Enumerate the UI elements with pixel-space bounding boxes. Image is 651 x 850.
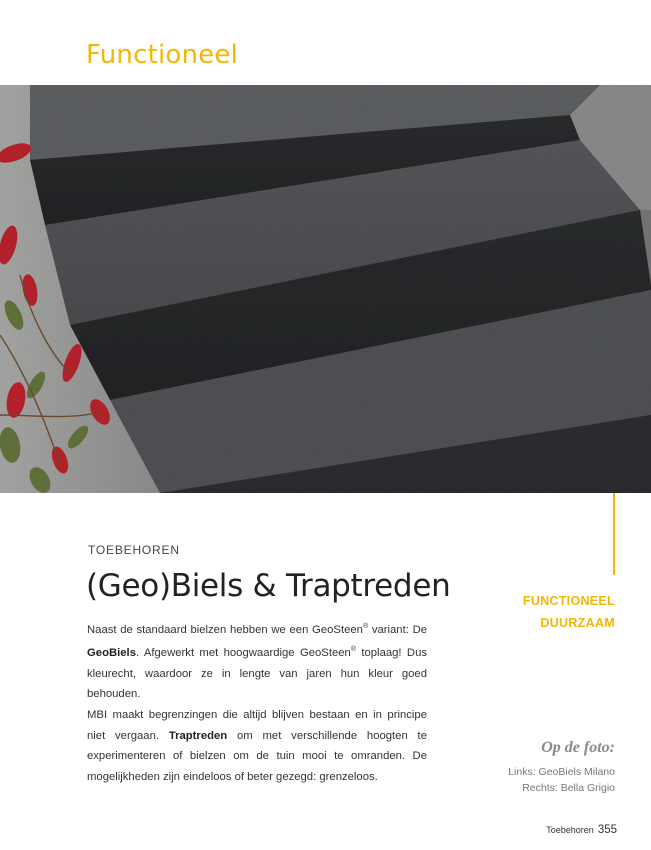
caption-title: Op de foto: bbox=[541, 739, 615, 756]
caption-line-right: Rechts: Bella Grigio bbox=[522, 781, 615, 794]
article-title: (Geo)Biels & Traptreden bbox=[86, 568, 451, 604]
section-title: Functioneel bbox=[86, 40, 239, 70]
article-body bbox=[87, 617, 427, 787]
p2-text-b: om met verschillende hoogten te experimenteren of bielzen om de tuin mooi te omranden. De mogelijkheden zijn eindeloos of beter gezegd: grenzeloos. bbox=[87, 729, 427, 783]
p1-text-d: toplaag! Dus kleurecht, waardoor ze in lengte van jaren hun kleur goed behouden. bbox=[87, 647, 427, 701]
p2-bold-traptreden: Traptreden bbox=[168, 729, 228, 742]
registered-mark: ® bbox=[350, 646, 356, 654]
accent-line bbox=[613, 493, 615, 575]
stairs-photo bbox=[0, 85, 651, 493]
paragraph-2 bbox=[87, 705, 427, 787]
paragraph-1 bbox=[87, 617, 427, 705]
footer-section: Toebehoren bbox=[546, 825, 594, 835]
photo-caption bbox=[508, 739, 615, 796]
article-kicker: TOEBEHOREN bbox=[88, 543, 180, 557]
caption-line-left: Links: GeoBiels Milano bbox=[508, 766, 615, 778]
p1-text-c: . Afgewerkt met hoogwaardige GeoSteen bbox=[135, 647, 351, 660]
registered-mark: ® bbox=[362, 623, 369, 630]
tag-duurzaam: DUURZAAM bbox=[540, 616, 615, 630]
page-number: 355 bbox=[597, 824, 617, 836]
feature-tags bbox=[523, 590, 615, 634]
p1-bold-geobiels: GeoBiels bbox=[87, 647, 136, 660]
p2-text-a: MBI maakt begrenzingen die altijd blijven bestaan en in principe niet vergaan. bbox=[87, 708, 427, 742]
tag-functioneel: FUNCTIONEEL bbox=[522, 594, 615, 608]
page-footer bbox=[546, 824, 617, 836]
p1-text-b: variant: De bbox=[368, 623, 428, 636]
p1-text-a: Naast de standaard bielzen hebben we een GeoSteen bbox=[87, 623, 363, 636]
